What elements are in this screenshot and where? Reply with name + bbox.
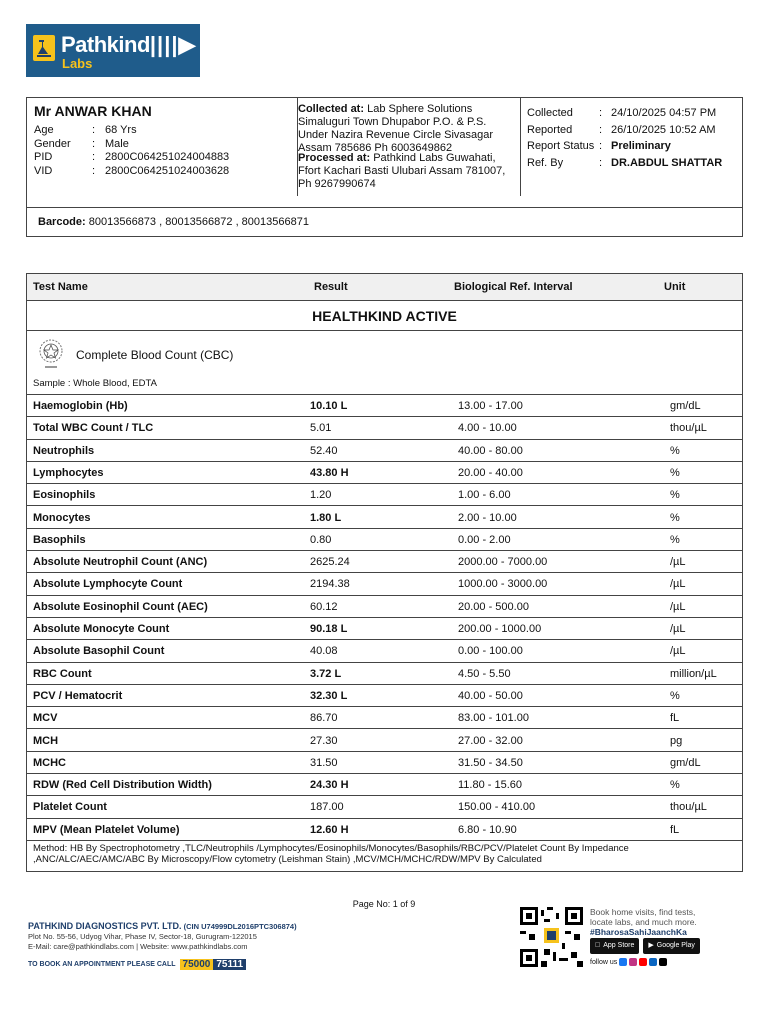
logo-brand: Pathkind||||▶: [61, 32, 195, 57]
ref-interval: 1000.00 - 3000.00: [458, 578, 548, 591]
unit: /µL: [670, 600, 686, 613]
result-value: 5.01: [310, 422, 332, 435]
patient-field: PID : 2800C064251024004883: [34, 151, 230, 163]
table-row: [27, 395, 742, 417]
unit: %: [670, 444, 680, 457]
patient-field: Age : 68 Yrs: [34, 124, 137, 136]
facebook-icon[interactable]: [619, 958, 627, 966]
ref-interval: 83.00 - 101.00: [458, 712, 529, 725]
result-value: 43.80 H: [310, 466, 349, 479]
unit: /µL: [670, 623, 686, 635]
section-title: HEALTHKIND ACTIVE: [27, 301, 742, 331]
ref-interval: 2.00 - 10.00: [458, 511, 517, 524]
result-value: 1.20: [310, 489, 332, 502]
test-name: Eosinophils: [33, 489, 96, 502]
app-store-button[interactable]: App Store: [590, 938, 639, 954]
result-value: 31.50: [310, 756, 338, 769]
table-row: [27, 462, 742, 484]
result-value: 52.40: [310, 444, 338, 457]
result-value: 60.12: [310, 600, 338, 613]
test-name: Absolute Eosinophil Count (AEC): [33, 600, 208, 613]
page-number: Page No: 1 of 9: [352, 899, 416, 909]
result-value: 90.18 L: [310, 623, 348, 635]
table-row: [27, 819, 742, 841]
ref-interval: 27.00 - 32.00: [458, 734, 523, 747]
unit: %: [670, 779, 680, 792]
table-row: [27, 618, 742, 640]
result-value: 1.80 L: [310, 511, 342, 524]
unit: /µL: [670, 556, 686, 569]
method-note: Method: HB By Spectrophotometry ,TLC/Neutrophils /Lymphocytes/Eosinophils/Monocytes/Basophils/RBC/PCV/Platelet Count By Impedance ,ANC/ALC/AEC/AMC/ABC By Microscopy/Flow cytometry (Leishman Stain) ,MCV/MCH/MCHC/RDW/MPV By Calculated: [33, 843, 629, 865]
test-name: MPV (Mean Platelet Volume): [33, 823, 180, 836]
x-icon[interactable]: [659, 958, 667, 966]
table-row: [27, 774, 742, 796]
table-row: [27, 440, 742, 462]
unit: gm/dL: [670, 756, 701, 769]
logo-sub: Labs: [62, 56, 93, 71]
ref-interval: 0.00 - 2.00: [458, 533, 511, 546]
test-name: Basophils: [33, 533, 86, 546]
result-value: 86.70: [310, 712, 338, 725]
pathkind-logo: [26, 24, 200, 77]
report-field: Report Status : Preliminary: [527, 140, 671, 152]
booking-call-bar: TO BOOK AN APPOINTMENT PLEASE CALL 75000 75111: [28, 958, 246, 971]
test-name: Neutrophils: [33, 444, 95, 457]
results-table: [26, 273, 743, 872]
youtube-icon[interactable]: [639, 958, 647, 966]
test-name: MCHC: [33, 756, 66, 769]
patient-info-box: [26, 97, 743, 237]
header-test-name: Test Name: [33, 281, 88, 293]
table-row: [27, 551, 742, 573]
table-row: [27, 752, 742, 774]
play-icon: ▶: [643, 942, 649, 949]
header-result: Result: [314, 281, 348, 293]
table-row: [27, 573, 742, 595]
test-name: Absolute Lymphocyte Count: [33, 578, 183, 591]
ref-interval: 200.00 - 1000.00: [458, 623, 542, 635]
result-value: 40.08: [310, 645, 338, 658]
test-name: RDW (Red Cell Distribution Width): [33, 779, 212, 792]
header-unit: Unit: [664, 281, 686, 293]
ref-interval: 31.50 - 34.50: [458, 756, 523, 769]
ref-interval: 13.00 - 17.00: [458, 400, 523, 412]
test-name: Platelet Count: [33, 801, 107, 814]
result-value: 2625.24: [310, 556, 350, 569]
linkedin-icon[interactable]: [649, 958, 657, 966]
unit: %: [670, 489, 680, 502]
ref-interval: 4.50 - 5.50: [458, 667, 511, 680]
unit: thou/µL: [670, 801, 707, 814]
patient-field: VID : 2800C064251024003628: [34, 164, 230, 177]
result-value: 32.30 L: [310, 689, 348, 702]
report-field: Reported : 26/10/2025 10:52 AM: [527, 123, 716, 136]
table-row: [27, 529, 742, 551]
qr-code-icon: [520, 907, 583, 967]
unit: gm/dL: [670, 400, 701, 412]
processed-at: Processed at: Pathkind Labs Guwahati, Ffort Kachari Basti Ulubari Assam 781007, Ph 9267990674: [298, 152, 506, 190]
instagram-icon[interactable]: [629, 958, 637, 966]
table-row: [27, 663, 742, 685]
header-ref: Biological Ref. Interval: [454, 281, 573, 293]
patient-field: Gender : Male: [34, 137, 129, 150]
test-name: Lymphocytes: [33, 466, 104, 479]
unit: million/µL: [670, 667, 717, 680]
table-row: [27, 640, 742, 662]
unit: /µL: [670, 578, 686, 591]
barcode: Barcode: 80013566873 , 80013566872 , 80013566871: [38, 216, 309, 228]
table-header: [27, 274, 742, 301]
test-name: Monocytes: [33, 511, 91, 524]
table-row: [27, 507, 742, 529]
table-row: [27, 596, 742, 618]
table-row: [27, 796, 742, 818]
result-value: 27.30: [310, 734, 338, 747]
result-value: 2194.38: [310, 578, 350, 591]
panel-header: [27, 331, 742, 395]
unit: pg: [670, 734, 683, 747]
test-name: Absolute Neutrophil Count (ANC): [33, 556, 208, 569]
collection-info: [297, 98, 521, 196]
test-name: PCV / Hematocrit: [33, 689, 123, 702]
report-field: Ref. By : DR.ABDUL SHATTAR: [527, 156, 723, 169]
collected-at: Collected at: Lab Sphere Solutions Simaluguri Town Dhupabor P.O. & P.S. Under Nazira Revenue Circle Sivasagar Assam 785686 Ph 6003649862: [298, 103, 494, 154]
ref-interval: 150.00 - 410.00: [458, 801, 536, 814]
report-info: [520, 98, 723, 196]
test-name: Absolute Monocyte Count: [33, 623, 170, 635]
result-value: 0.80: [310, 533, 332, 546]
app-store-badges: [590, 938, 700, 954]
test-name: MCV: [33, 712, 58, 725]
test-name: Absolute Basophil Count: [33, 645, 165, 658]
ref-interval: 40.00 - 80.00: [458, 444, 523, 457]
accreditation-seal-icon: [37, 337, 65, 371]
google-play-button[interactable]: ▶ Google Play: [643, 938, 700, 954]
ref-interval: 2000.00 - 7000.00: [458, 556, 548, 569]
footer-company: PATHKIND DIAGNOSTICS PVT. LTD. (CIN U74999DL2016PTC306874) Plot No. 55-56, Udyog Vihar, Phase IV, Sector-18, Gurugram-122015 E-Mail: care@pathkindlabs.com | Website: www.pathkindlabs.com: [28, 921, 297, 951]
ref-interval: 20.00 - 40.00: [458, 466, 523, 479]
sample-type: Sample : Whole Blood, EDTA: [33, 378, 157, 389]
test-name: Haemoglobin (Hb): [33, 400, 128, 412]
lab-mark-icon: [33, 35, 55, 61]
ref-interval: 6.80 - 10.90: [458, 823, 517, 836]
social-links: follow us: [590, 958, 667, 966]
ref-interval: 40.00 - 50.00: [458, 689, 523, 702]
ref-interval: 4.00 - 10.00: [458, 422, 517, 435]
result-value: 3.72 L: [310, 667, 342, 680]
patient-name: Mr ANWAR KHAN: [34, 103, 152, 119]
ref-interval: 11.80 - 15.60: [458, 779, 523, 792]
ref-interval: 1.00 - 6.00: [458, 489, 511, 502]
unit: fL: [670, 712, 680, 725]
unit: %: [670, 689, 680, 702]
test-name: Total WBC Count / TLC: [33, 422, 154, 435]
result-value: 10.10 L: [310, 400, 348, 412]
unit: %: [670, 533, 680, 546]
unit: %: [670, 511, 680, 524]
table-row: [27, 730, 742, 752]
ref-interval: 20.00 - 500.00: [458, 600, 529, 613]
test-name: RBC Count: [33, 667, 92, 680]
unit: thou/µL: [670, 422, 707, 435]
ref-interval: 0.00 - 100.00: [458, 645, 523, 658]
result-value: 12.60 H: [310, 823, 349, 836]
result-value: 24.30 H: [310, 779, 349, 792]
panel-title: Complete Blood Count (CBC): [76, 348, 234, 362]
apple-icon: [595, 940, 600, 952]
table-row: [27, 484, 742, 506]
unit: %: [670, 466, 680, 479]
result-value: 187.00: [310, 801, 344, 814]
unit: fL: [670, 823, 680, 836]
patient-fields: [34, 124, 229, 178]
table-row: [27, 685, 742, 707]
table-row: [27, 417, 742, 439]
table-row: [27, 707, 742, 729]
unit: /µL: [670, 645, 686, 658]
divider: [27, 207, 742, 208]
report-field: Collected : 24/10/2025 04:57 PM: [527, 107, 717, 119]
test-name: MCH: [33, 734, 59, 747]
promo-text: Book home visits, find tests, locate labs, and much more. #BharosaSahiJaanchKa: [590, 907, 697, 937]
